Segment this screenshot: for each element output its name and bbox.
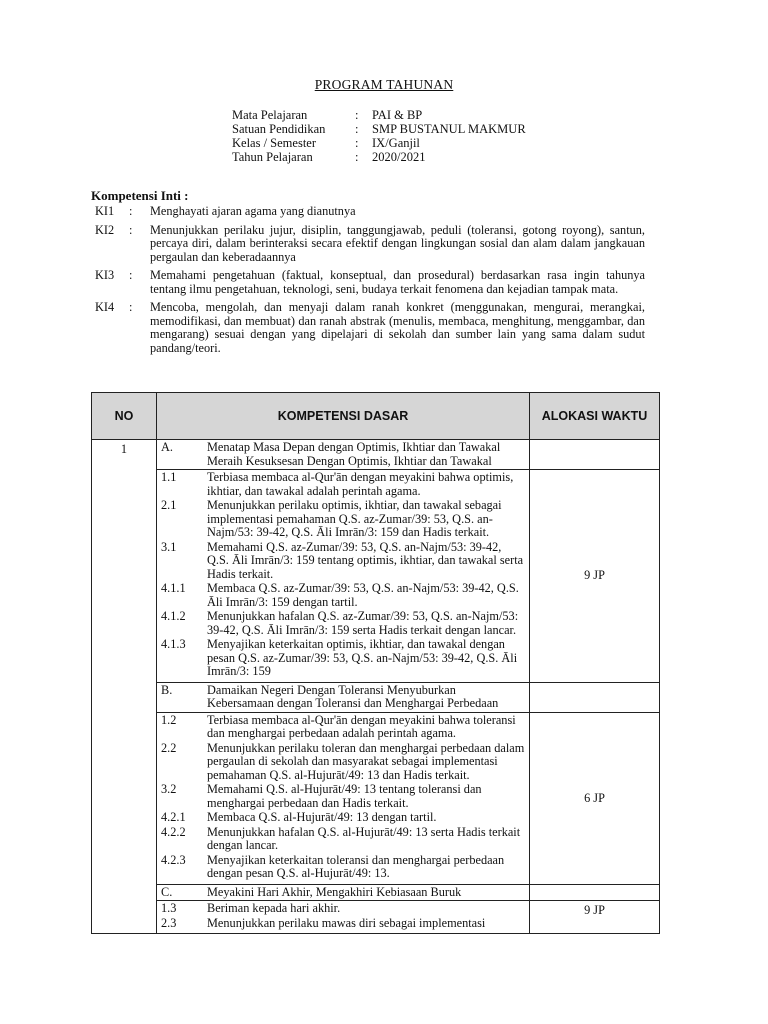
kd-code: 3.2 <box>161 782 177 796</box>
section-heading <box>157 440 529 470</box>
kompetensi-dasar-table <box>91 392 660 934</box>
kd-code: 4.2.3 <box>161 852 186 867</box>
header-no: NO <box>92 393 157 440</box>
meta-label: Satuan Pendidikan <box>232 122 326 136</box>
kd-item <box>161 471 525 498</box>
alokasi-heading-spacer <box>530 885 659 902</box>
kd-text: Memahami Q.S. al-Hujurāt/49: 13 tentang toleransi dan menghargai perbedaan dan Hadis terkait. <box>207 782 482 810</box>
kd-code: 4.2.1 <box>161 810 186 824</box>
kd-item <box>161 826 525 853</box>
kd-code: 4.1.1 <box>161 581 186 595</box>
kd-item <box>161 854 525 881</box>
alokasi-heading-spacer <box>530 683 659 713</box>
meta-label: Mata Pelajaran <box>232 108 308 122</box>
kd-code: 2.2 <box>161 740 177 755</box>
kd-cell <box>157 440 530 934</box>
meta-label: Tahun Pelajaran <box>232 150 313 164</box>
ki-code: KI2 <box>95 222 115 237</box>
kd-item <box>161 902 525 916</box>
ki-list <box>95 205 645 360</box>
kd-code: 4.2.2 <box>161 824 186 839</box>
section-items <box>157 713 529 885</box>
section-letter: B. <box>161 682 173 697</box>
kd-item <box>161 499 525 540</box>
kd-code: 4.1.3 <box>161 637 186 651</box>
ki-item: KI4 : Mencoba, mengolah, dan menyaji dalam ranah konkret (menggunakan, mengurai, merangkai, memodifikasi, dan membuat) dan ranah abstrak (menulis, membaca, menghitung, menggambar, dan mengarang) sesuai dengan yang dipelajari di sekolah dan sumber lain yang sama dalam sudut pandang/teori. <box>95 300 645 355</box>
meta-value: IX/Ganjil <box>372 136 420 150</box>
meta-value: SMP BUSTANUL MAKMUR <box>372 122 526 136</box>
kd-text: Memahami Q.S. az-Zumar/39: 53, Q.S. an-Najm/53: 39-42, Q.S. Āli Imrān/3: 159 tentang optimis, ikhtiar, dan tawakal serta Hadis terkait. <box>207 539 524 581</box>
ki-code: KI1 <box>95 204 115 218</box>
kd-item <box>161 541 525 582</box>
document-title: PROGRAM TAHUNAN <box>314 77 454 92</box>
kd-code: 1.2 <box>161 712 177 727</box>
alokasi-heading-spacer <box>530 440 659 470</box>
alokasi-group <box>530 901 659 933</box>
alokasi-value: 9 JP <box>584 568 605 583</box>
kd-text: Menunjukkan hafalan Q.S. al-Hujurāt/49: 13 serta Hadis terkait dengan lancar. <box>207 824 521 852</box>
kd-item <box>161 638 525 679</box>
section-title: Meyakini Hari Akhir, Mengakhiri Kebiasaan Buruk <box>207 884 462 899</box>
alokasi-group <box>530 470 659 683</box>
kd-text: Menyajikan keterkaitan toleransi dan menghargai perbedaan dengan pesan Q.S. al-Hujurāt/49: 13. <box>207 852 505 880</box>
kd-code: 2.3 <box>161 915 177 930</box>
ki-heading: Kompetensi Inti : <box>91 188 189 203</box>
kd-text: Beriman kepada hari akhir. <box>207 901 341 915</box>
section-letter: A. <box>161 440 173 454</box>
row-number: 1 <box>92 440 157 934</box>
kd-text: Menunjukkan hafalan Q.S. az-Zumar/39: 53, Q.S. an-Najm/53: 39-42, Q.S. Āli Imrān/3: 159 serta Hadis terkait dengan lancar. <box>207 609 519 637</box>
ki-text: Mencoba, mengolah, dan menyaji dalam ranah konkret (menggunakan, mengurai, merangkai, memodifikasi, dan membuat) dan ranah abstrak (menulis, membaca, menghitung, menggambar, dan mengarang) sesuai dengan yang dipelajari di sekolah dan sumber lain yang sama dalam sudut pandang/teori. <box>150 300 645 355</box>
table-header-row <box>92 393 660 440</box>
document-page: PROGRAM TAHUNAN Mata Pelajaran : PAI & BP Satuan Pendidikan : SMP BUSTANUL MAKMUR Kelas / Semester : IX/Ganjil Tahun Pelajaran : 2020/2021 Kompetensi Inti : KI1 : Menghayati ajaran agama yang dianutnya KI2 : Menunjukkan perilaku jujur, disiplin, tanggungjawab, peduli (toleransi, gotong royong), santun, percaya diri, dalam berinteraksi secara efektif dengan lingkungan sosial dan alam dalam jangkauan pergaulan dan keberadaannya KI3 : Memahami pengetahuan (faktual, konseptual, dan prosedural) berdasarkan rasa ingin tahunya tentang ilmu pengetahuan, teknologi, seni, budaya terkait fenomena dan kejadian tampak mata. KI4 : Mencoba, mengolah, dan menyaji dalam ranah konkret (menggunakan, mengurai, merangkai, memodifikasi, dan membuat) dan ranah abstrak (menulis, membaca, menghitung, menggambar, dan mengarang) sesuai dengan yang dipelajari di sekolah dan sumber lain yang sama dalam sudut pandang/teori. NO KOMPETENSI DASAR ALOKASI WAKTU 1 A. Menatap Masa Depan dengan Optimis, Ikhtiar dan Tawakal Meraih Kesuksesan Dengan Optimis, Ikhtiar dan Tawakal 1.1 Terbiasa membaca al-Qur'ān dengan meyakini bahwa optimis, ikhtiar, dan tawakal adalah perintah agama. 2.1 Menunjukkan perilaku optimis, ikhtiar, dan tawakal sebagai implementasi pemahaman Q.S. az-Zumar/39: 53, Q.S. an-Najm/53: 39-42, Q.S. Āli Imrān/3: 159 dan Hadis terkait. 3.1 Memahami Q.S. az-Zumar/39: 53, Q.S. an-Najm/53: 39-42, Q.S. Āli Imrān/3: 159 tentang optimis, ikhtiar, dan tawakal serta Hadis terkait. 4.1.1 Membaca Q.S. az-Zumar/39: 53, Q.S. an-Najm/53: 39-42, Q.S. Āli Imrān/3: 159 dengan tartil. 4.1.2 Menunjukkan hafalan Q.S. az-Zumar/39: 53, Q.S. an-Najm/53: 39-42, Q.S. Āli Imrān/3: 159 serta Hadis terkait dengan lancar. 4.1.3 Menyajikan keterkaitan optimis, ikhtiar, dan tawakal dengan pesan Q.S. az-Zumar/39: 53, Q.S. an-Najm/53: 39-42, Q.S. Āli Imrān/3: 159 B. Damaikan Negeri Dengan Toleransi Menyuburkan Kebersamaan dengan Toleransi dan Menghargai Perbedaan 1.2 Terbiasa membaca al-Qur'ān dengan meyakini bahwa toleransi dan menghargai perbedaan adalah perintah agama. 2.2 Menunjukkan perilaku toleran dan menghargai perbedaan dalam pergaulan di sekolah dan masyarakat sebagai implementasi pemahaman Q.S. al-Hujurāt/49: 13 dan Hadis terkait. 3.2 Memahami Q.S. al-Hujurāt/49: 13 tentang toleransi dan menghargai perbedaan dan Hadis terkait. 4.2.1 Membaca Q.S. al-Hujurāt/49: 13 dengan tartil. 4.2.2 Menunjukkan hafalan Q.S. al-Hujurāt/49: 13 serta Hadis terkait dengan lancar. 4.2.3 Menyajikan keterkaitan toleransi dan menghargai perbedaan dengan pesan Q.S. al-Hujurāt/49: 13. C. Meyakini Hari Akhir, Mengakhiri Kebiasaan Buruk 1.3 Beriman kepada hari akhir. 2.3 Menunjukkan perilaku mawas diri sebagai implementasi 9 JP 6 JP 9 JP <box>0 0 768 1024</box>
kd-text: Menyajikan keterkaitan optimis, ikhtiar, dan tawakal dengan pesan Q.S. az-Zumar/39: 53, Q.S. an-Najm/53: 39-42, Q.S. Āli Imrān/3: 159 <box>207 637 518 678</box>
section-items <box>157 901 529 933</box>
kd-item <box>161 917 525 931</box>
kd-code: 2.1 <box>161 498 177 512</box>
kd-text: Menunjukkan perilaku mawas diri sebagai implementasi <box>207 915 486 930</box>
kd-text: Membaca Q.S. az-Zumar/39: 53, Q.S. an-Najm/53: 39-42, Q.S. Āli Imrān/3: 159 dengan tartil. <box>207 581 519 609</box>
ki-text: Menunjukkan perilaku jujur, disiplin, tanggungjawab, peduli (toleransi, gotong royong), santun, percaya diri, dalam berinteraksi secara efektif dengan lingkungan sosial dan alam dalam jangkauan pergaulan dan keberadaannya <box>150 222 645 264</box>
section-letter: C. <box>161 884 173 899</box>
kd-text: Menunjukkan perilaku toleran dan menghargai perbedaan dalam pergaulan di sekolah dan masyarakat sebagai implementasi pemahaman Q.S. al-Hujurāt/49: 13 dan Hadis terkait. <box>207 740 525 782</box>
alokasi-value: 6 JP <box>584 790 605 805</box>
ki-item: KI3 : Memahami pengetahuan (faktual, konseptual, dan prosedural) berdasarkan rasa ingin tahunya tentang ilmu pengetahuan, teknologi, seni, budaya terkait fenomena dan kejadian tampak mata. <box>95 268 645 296</box>
header-alokasi-waktu: ALOKASI WAKTU <box>530 393 660 440</box>
ki-text: Memahami pengetahuan (faktual, konseptual, dan prosedural) berdasarkan rasa ingin tahunya tentang ilmu pengetahuan, teknologi, seni, budaya terkait fenomena dan kejadian tampak mata. <box>150 268 645 296</box>
header-kompetensi-dasar: KOMPETENSI DASAR <box>157 393 530 440</box>
ki-text: Menghayati ajaran agama yang dianutnya <box>150 204 356 218</box>
alokasi-cell <box>530 440 660 934</box>
ki-item: KI1 : Menghayati ajaran agama yang dianutnya <box>95 205 645 219</box>
kd-code: 1.1 <box>161 470 177 484</box>
section-heading <box>157 885 529 902</box>
ki-code: KI3 <box>95 268 115 282</box>
kd-text: Menunjukkan perilaku optimis, ikhtiar, dan tawakal sebagai implementasi pemahaman Q.S. az-Zumar/39: 53, Q.S. an-Najm/53: 39-42, Q.S. Āli Imrān/3: 159 dan Hadis terkait. <box>207 498 502 539</box>
kd-code: 3.1 <box>161 539 177 554</box>
section-title: Menatap Masa Depan dengan Optimis, Ikhtiar dan Tawakal Meraih Kesuksesan Dengan Optimis, Ikhtiar dan Tawakal <box>207 440 501 468</box>
section-items <box>157 470 529 683</box>
section-title: Damaikan Negeri Dengan Toleransi Menyuburkan Kebersamaan dengan Toleransi dan Menghargai Perbedaan <box>207 682 499 710</box>
alokasi-group <box>530 713 659 885</box>
kd-text: Terbiasa membaca al-Qur'ān dengan meyakini bahwa toleransi dan menghargai perbedaan adalah perintah agama. <box>207 712 516 740</box>
kd-item <box>161 811 525 825</box>
alokasi-value: 9 JP <box>584 903 605 917</box>
table-row <box>92 440 660 934</box>
kd-item <box>161 610 525 637</box>
meta-label: Kelas / Semester <box>232 136 317 150</box>
ki-item: KI2 : Menunjukkan perilaku jujur, disiplin, tanggungjawab, peduli (toleransi, gotong royong), santun, percaya diri, dalam berinteraksi secara efektif dengan lingkungan sosial dan alam dalam jangkauan pergaulan dan keberadaannya <box>95 222 645 264</box>
kd-text: Terbiasa membaca al-Qur'ān dengan meyakini bahwa optimis, ikhtiar, dan tawakal adalah perintah agama. <box>207 470 514 498</box>
meta-value: PAI & BP <box>372 108 423 122</box>
kd-code: 1.3 <box>161 901 177 915</box>
ki-code: KI4 <box>95 300 115 314</box>
kd-item <box>161 742 525 783</box>
kd-item <box>161 714 525 741</box>
kd-text: Membaca Q.S. al-Hujurāt/49: 13 dengan tartil. <box>207 810 437 824</box>
meta-value: 2020/2021 <box>372 150 426 164</box>
section-heading <box>157 683 529 713</box>
kd-code: 4.1.2 <box>161 609 186 623</box>
kd-item <box>161 783 525 810</box>
kd-item <box>161 582 525 609</box>
